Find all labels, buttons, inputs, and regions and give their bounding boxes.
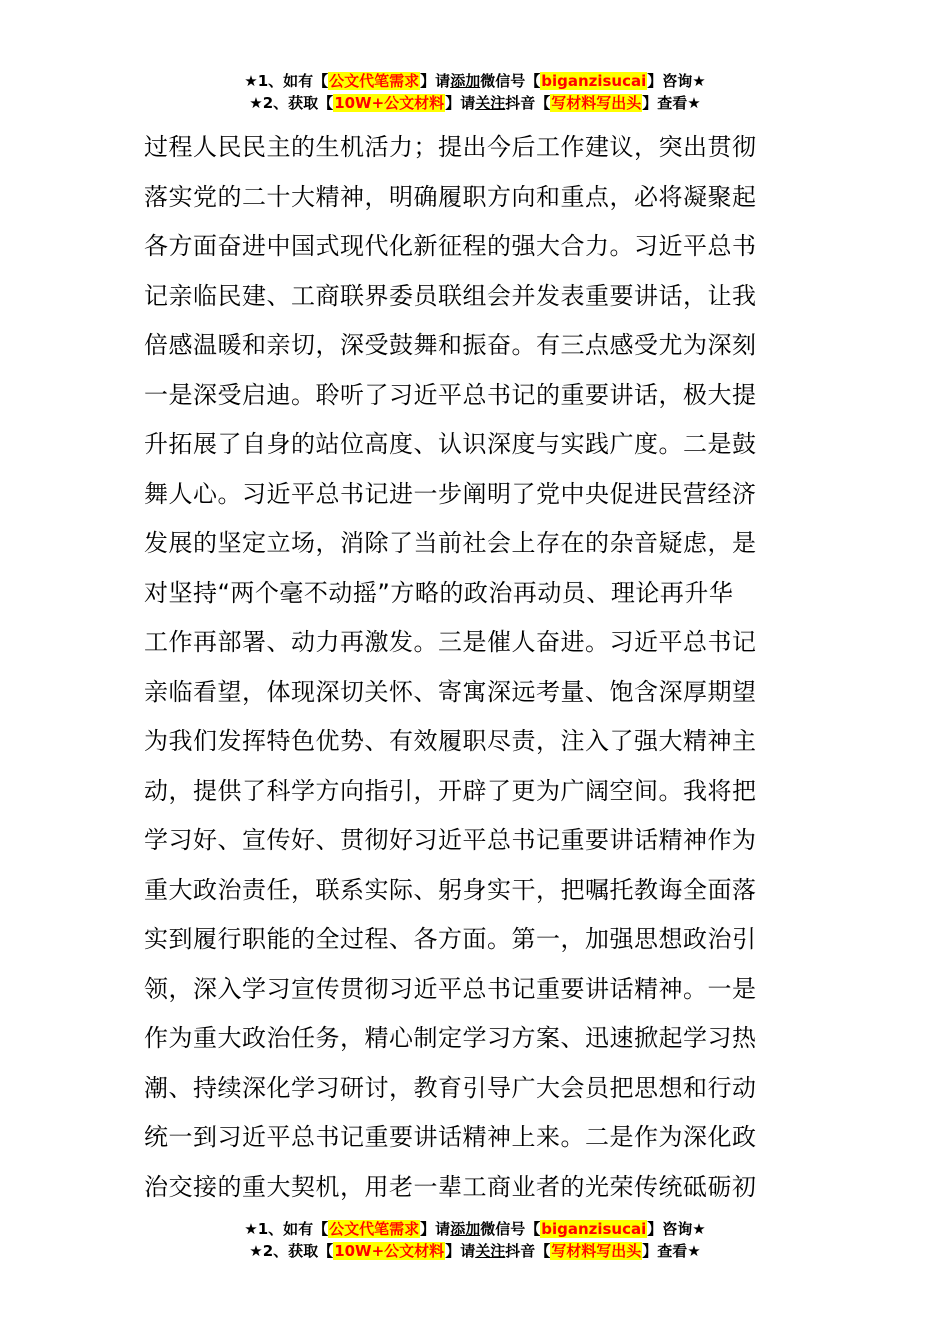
body-line: 重大政治责任，联系实际、躬身实干，把嘱托教诲全面落	[144, 875, 757, 904]
body-line: 落实党的二十大精神，明确履职方向和重点，必将凝聚起	[144, 182, 757, 211]
banner-text: 】请	[420, 1220, 451, 1238]
body-line: 统一到习近平总书记重要讲话精神上来。二是作为深化政	[144, 1123, 757, 1151]
banner-text: ★2、获取【	[249, 94, 334, 112]
footer-banner	[0, 1218, 950, 1262]
banner-text: 抖音【	[505, 1242, 551, 1260]
banner-line-1	[0, 70, 950, 92]
body-line: 记亲临民建、工商联界委员联组会并发表重要讲话，让我	[144, 281, 757, 310]
highlight-materials: 10W+公文材料	[334, 1242, 445, 1260]
highlight-wechat-id: biganzisucai	[541, 1220, 647, 1238]
banner-text: 】咨询★	[647, 72, 706, 90]
banner-text-underlined: 关注	[475, 1242, 506, 1260]
body-line: 升拓展了自身的站位高度、认识深度与实践广度。二是鼓	[144, 430, 757, 458]
body-line: 治交接的重大契机，用老一辈工商业者的光荣传统砥砺初	[144, 1172, 757, 1201]
body-line: 各方面奋进中国式现代化新征程的强大合力。习近平总书	[144, 232, 757, 260]
body-line: 工作再部署、动力再激发。三是催人奋进。习近平总书记	[144, 628, 757, 656]
document-body	[144, 123, 814, 1212]
banner-text: 】查看★	[642, 94, 701, 112]
body-line: 发展的坚定立场，消除了当前社会上存在的杂音疑虑，是	[144, 529, 757, 557]
body-line: 动，提供了科学方向指引，开辟了更为广阔空间。我将把	[144, 776, 757, 805]
banner-text: 】咨询★	[647, 1220, 706, 1238]
highlight-service: 公文代笔需求	[329, 72, 420, 90]
body-line: 实到履行职能的全过程、各方面。第一，加强思想政治引	[144, 925, 757, 953]
body-line: 一是深受启迪。聆听了习近平总书记的重要讲话，极大提	[144, 380, 757, 409]
body-line: 倍感温暖和亲切，深受鼓舞和振奋。有三点感受尤为深刻	[144, 331, 757, 359]
header-banner	[0, 70, 950, 114]
body-line: 舞人心。习近平总书记进一步阐明了党中央促进民营经济	[144, 479, 757, 508]
highlight-materials: 10W+公文材料	[334, 94, 445, 112]
banner-text: 】请	[420, 72, 451, 90]
banner-text: 】请	[445, 1242, 476, 1260]
banner-text: 抖音【	[505, 94, 551, 112]
body-line: 过程人民民主的生机活力；提出今后工作建议，突出贯彻	[144, 133, 757, 161]
body-line: 对坚持“两个毫不动摇”方略的政治再动员、理论再升华	[144, 578, 734, 607]
banner-text: 微信号【	[480, 1220, 541, 1238]
highlight-service: 公文代笔需求	[329, 1220, 420, 1238]
banner-text: 】查看★	[642, 1242, 701, 1260]
banner-text-underlined: 添加	[450, 72, 481, 90]
body-line: 潮、持续深化学习研讨，教育引导广大会员把思想和行动	[144, 1073, 757, 1102]
banner-text-underlined: 关注	[475, 94, 506, 112]
body-line: 学习好、宣传好、贯彻好习近平总书记重要讲话精神作为	[144, 826, 757, 854]
banner-line-2	[0, 1240, 950, 1262]
body-line: 为我们发挥特色优势、有效履职尽责，注入了强大精神主	[144, 727, 757, 755]
banner-text: ★2、获取【	[249, 1242, 334, 1260]
banner-line-1	[0, 1218, 950, 1240]
body-line: 亲临看望，体现深切关怀、寄寓深远考量、饱含深厚期望	[144, 677, 757, 706]
banner-text: ★1、如有【	[244, 1220, 329, 1238]
body-line: 作为重大政治任务，精心制定学习方案、迅速掀起学习热	[144, 1024, 757, 1052]
highlight-wechat-id: biganzisucai	[541, 72, 647, 90]
highlight-douyin-account: 写材料写出头	[551, 1242, 642, 1260]
banner-line-2	[0, 92, 950, 114]
banner-text: ★1、如有【	[244, 72, 329, 90]
body-line: 领，深入学习宣传贯彻习近平总书记重要讲话精神。一是	[144, 974, 757, 1003]
banner-text: 微信号【	[480, 72, 541, 90]
highlight-douyin-account: 写材料写出头	[551, 94, 642, 112]
banner-text-underlined: 添加	[450, 1220, 481, 1238]
banner-text: 】请	[445, 94, 476, 112]
